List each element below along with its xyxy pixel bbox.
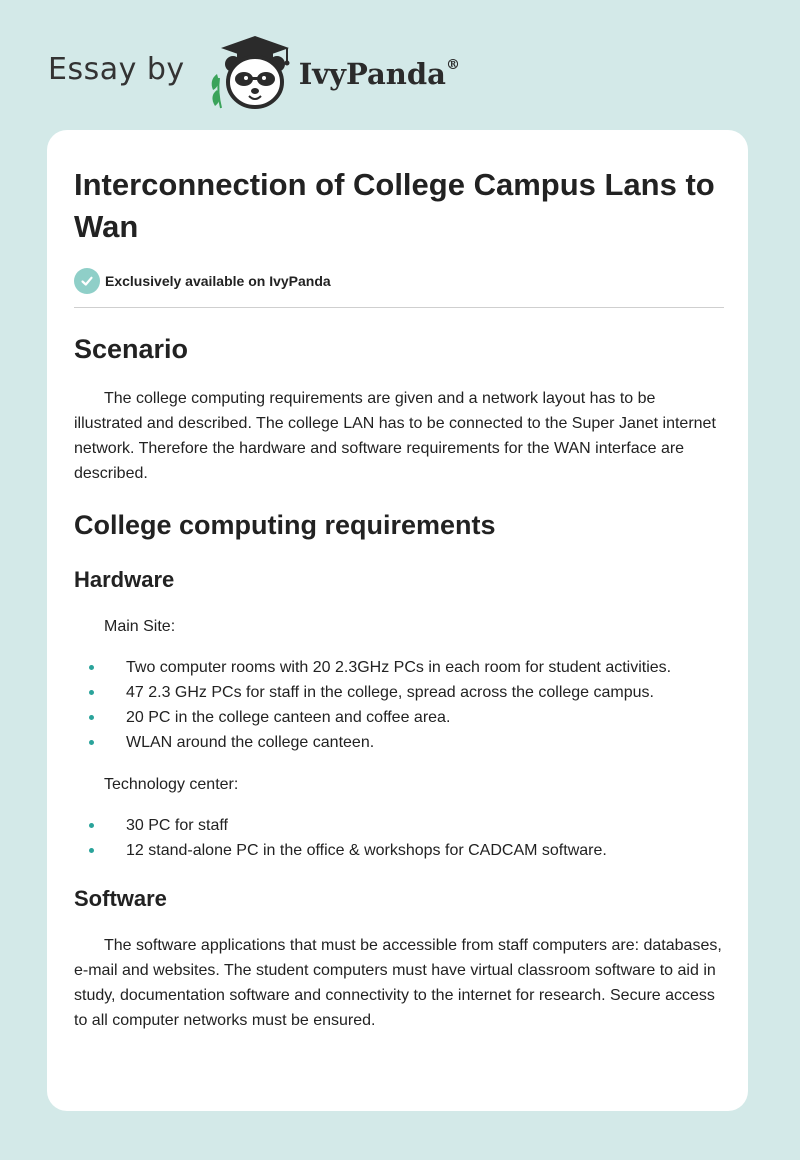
essay-content <box>74 164 724 1033</box>
tech-center-label: Technology center: <box>104 776 239 793</box>
list-item <box>74 655 724 680</box>
brand-text: IvyPanda <box>298 57 446 91</box>
bullet-icon <box>89 715 94 720</box>
list-item <box>74 838 724 863</box>
list-item-text: WLAN around the college canteen. <box>126 734 375 751</box>
scenario-paragraph: The college computing requirements are given and a network layout has to be illustrated and described. The college LAN has to be connected to the Super Janet internet network. Therefore the hardware and software requirements for the WAN interface are described. <box>74 390 716 482</box>
bullet-icon <box>89 740 94 745</box>
bullet-icon <box>89 823 94 828</box>
bullet-icon <box>89 690 94 695</box>
essay-by-label: Essay by <box>48 51 185 87</box>
software-paragraph: The software applications that must be accessible from staff computers are: databases, e-mail and websites. The student computers must have virtual classroom software to aid in study, documentation software and connectivity to the internet for research. Secure access to all computer networks must be ensured. <box>74 937 722 1029</box>
list-item <box>74 705 724 730</box>
list-item-text: 30 PC for staff <box>126 817 228 834</box>
main-site-label: Main Site: <box>104 618 176 635</box>
exclusive-notice <box>74 268 724 294</box>
list-item-text: 20 PC in the college canteen and coffee area. <box>126 709 451 726</box>
exclusive-label: Exclusively available on IvyPanda <box>105 273 331 289</box>
list-item-text: 47 2.3 GHz PCs for staff in the college, spread across the college campus. <box>126 684 654 701</box>
list-item <box>74 730 724 755</box>
scenario-heading: Scenario <box>74 334 189 364</box>
list-item <box>74 680 724 705</box>
hardware-heading: Hardware <box>74 567 175 592</box>
main-site-list <box>74 655 724 755</box>
list-item <box>74 813 724 838</box>
registered-mark: ® <box>445 57 460 74</box>
check-icon <box>74 268 100 294</box>
requirements-heading: College computing requirements <box>74 510 496 540</box>
software-heading: Software <box>74 886 167 911</box>
brand-name[interactable] <box>299 57 460 91</box>
title-divider <box>74 307 724 308</box>
site-header <box>48 32 460 112</box>
essay-card <box>47 130 748 1111</box>
bullet-icon <box>89 665 94 670</box>
list-item-text: Two computer rooms with 20 2.3GHz PCs in each room for student activities. <box>126 659 672 676</box>
panda-graduate-logo-icon[interactable] <box>203 34 295 110</box>
tech-center-list <box>74 813 724 863</box>
list-item-text: 12 stand-alone PC in the office & workshops for CADCAM software. <box>126 842 607 859</box>
bullet-icon <box>89 848 94 853</box>
essay-title: Interconnection of College Campus Lans to Wan <box>74 167 715 244</box>
